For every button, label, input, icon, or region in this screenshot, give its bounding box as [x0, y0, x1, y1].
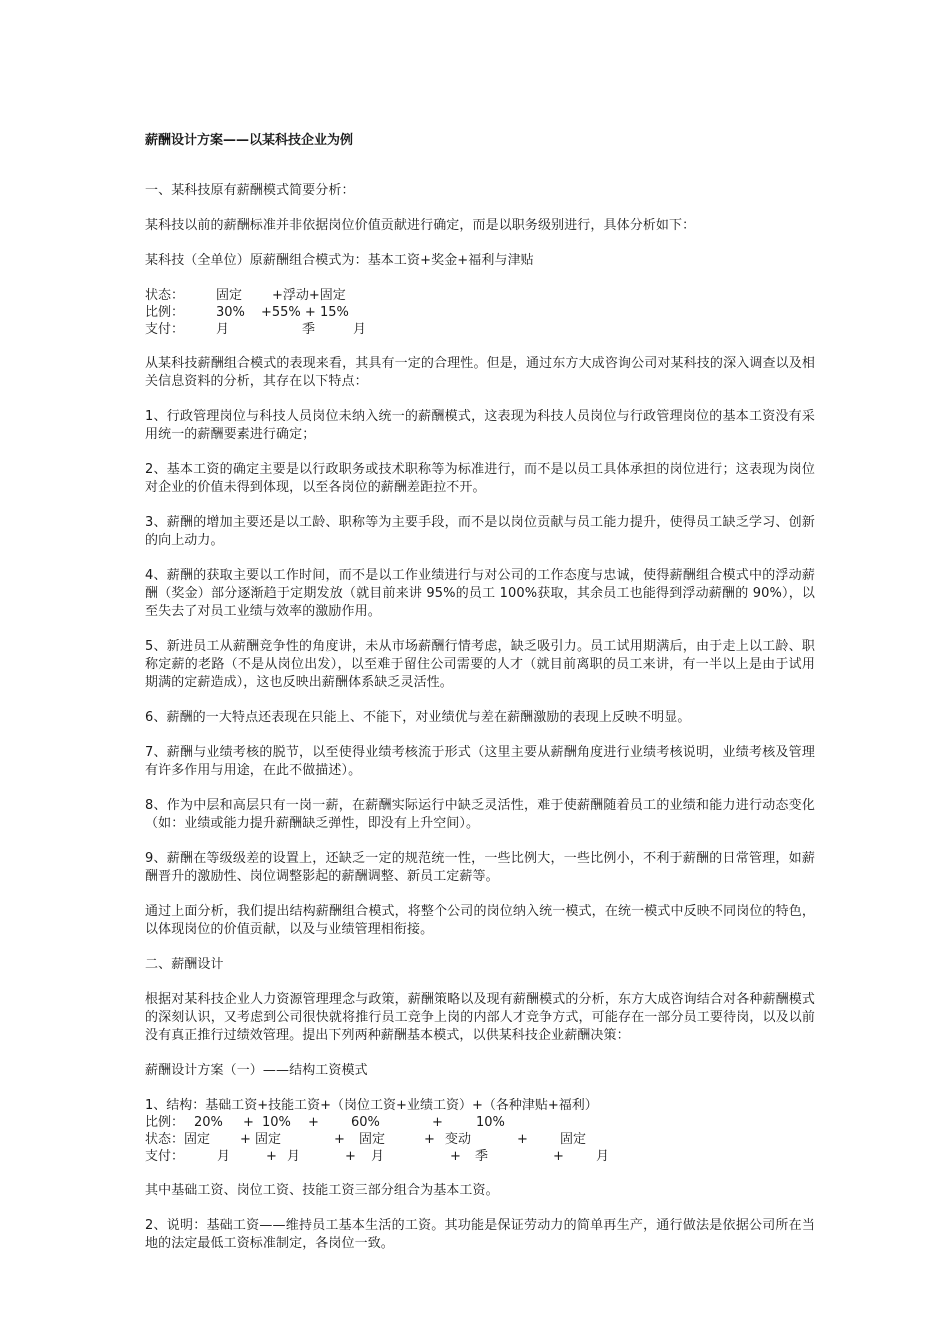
point-item: 1、行政管理岗位与科技人员岗位未纳入统一的薪酬模式，这表现为科技人员岗位与行政管理岗位的基本工资没有采用统一的薪酬要素进行确定； — [145, 409, 815, 442]
original-pay-table — [145, 287, 815, 338]
table-row-ratio — [145, 304, 815, 321]
table-cell: 30% — [216, 305, 245, 320]
section2-heading: 二、薪酬设计 — [145, 957, 224, 972]
row-label: 支付： — [145, 322, 185, 337]
document-title: 薪酬设计方案——以某科技企业为例 — [145, 133, 354, 148]
structure-line — [145, 1097, 815, 1114]
table-cell: 月 — [217, 1149, 231, 1164]
table-cell: 月 — [596, 1149, 610, 1164]
table-cell: 10% — [262, 1115, 291, 1130]
table-cell: + — [345, 1149, 356, 1164]
model-paragraph: 某科技（全单位）原薪酬组合模式为：基本工资+奖金+福利与津贴 — [145, 253, 534, 268]
table-cell: + — [243, 1115, 254, 1130]
table-row-payment — [145, 321, 815, 338]
table-cell: + — [424, 1132, 435, 1147]
table-cell: +浮动+固定 — [272, 288, 346, 303]
structure-formula: 1、结构：基础工资+技能工资+（岗位工资+业绩工资）+（各种津贴+福利） — [145, 1098, 598, 1113]
table-cell: + — [266, 1149, 277, 1164]
table-row-status — [145, 287, 815, 304]
table-cell: 季 — [475, 1149, 489, 1164]
table-cell: 10% — [476, 1115, 505, 1130]
row-label: 状态： — [145, 288, 185, 303]
design-paragraph: 根据对某科技企业人力资源管理理念与政策，薪酬策略以及现有薪酬模式的分析，东方大成咨询结合对各种薪酬模式的深刻认识，又考虑到公司很快就将推行员工竞争上岗的内部人才竞争方式，可能存在一部分员工要待岗，以及以前没有真正推行过绩效管理。提出下列两种薪酬基本模式，以供某科技企业薪酬决策： — [145, 992, 815, 1043]
table-cell: 60% — [351, 1115, 380, 1130]
table-cell: 月 — [353, 322, 367, 337]
table-cell: 月 — [371, 1149, 385, 1164]
table-cell: 20% — [194, 1115, 223, 1130]
conclusion-paragraph: 通过上面分析，我们提出结构薪酬组合模式，将整个公司的岗位纳入统一模式，在统一模式中反映不同岗位的特色，以体现岗位的价值贡献，以及与业绩管理相衔接。 — [145, 904, 815, 937]
table-cell: 季 — [302, 322, 316, 337]
document-page — [145, 132, 815, 1270]
row-label: 比例： — [145, 305, 185, 320]
table-cell: 固定 — [255, 1132, 282, 1147]
table-cell: + — [334, 1132, 345, 1147]
table-cell: 月 — [216, 322, 230, 337]
basic-wage-paragraph: 其中基础工资、岗位工资、技能工资三部分组合为基本工资。 — [145, 1183, 499, 1198]
table-cell: 变动 — [445, 1132, 472, 1147]
table-cell: + — [553, 1149, 564, 1164]
point-item: 9、薪酬在等级级差的设置上，还缺乏一定的规范统一性，一些比例大，一些比例小，不利于薪酬的日常管理，如薪酬晋升的激励性、岗位调整影起的薪酬调整、新员工定薪等。 — [145, 851, 815, 884]
point-item: 7、薪酬与业绩考核的脱节，以至使得业绩考核流于形式（这里主要从薪酬角度进行业绩考核说明，业绩考核及管理有许多作用与用途，在此不做描述）。 — [145, 745, 815, 778]
table-cell: 固定 — [216, 288, 243, 303]
point-item: 5、新进员工从薪酬竞争性的角度讲，未从市场薪酬行情考虑，缺乏吸引力。员工试用期满后，由于走上以工龄、职称定薪的老路（不是从岗位出发），以至难于留住公司需要的人才（就目前离职的员工来讲，有一半以上是由于试用期满的定薪造成），这也反映出薪酬体系缺乏灵活性。 — [145, 639, 815, 690]
table-row-status — [145, 1131, 815, 1148]
point-item: 6、薪酬的一大特点还表现在只能上、不能下，对业绩优与差在薪酬激励的表现上反映不明显。 — [145, 710, 691, 725]
row-label: 比例： — [145, 1115, 185, 1130]
table-cell: + — [240, 1132, 251, 1147]
explanation-paragraph: 2、说明：基础工资——维持员工基本生活的工资。其功能是保证劳动力的简单再生产，通行做法是依据公司所在当地的法定最低工资标准制定，各岗位一致。 — [145, 1218, 815, 1251]
table-cell: + — [308, 1115, 319, 1130]
point-item: 8、作为中层和高层只有一岗一薪，在薪酬实际运行中缺乏灵活性，难于使薪酬随着员工的业绩和能力进行动态变化（如：业绩或能力提升薪酬缺乏弹性，即没有上升空间）。 — [145, 798, 815, 831]
table-cell: 固定 — [560, 1132, 587, 1147]
row-label: 状态：固定 — [145, 1132, 211, 1147]
table-cell: + — [517, 1132, 528, 1147]
structure-pay-table — [145, 1097, 815, 1165]
table-cell: + — [450, 1149, 461, 1164]
row-label: 支付： — [145, 1149, 185, 1164]
table-cell: 固定 — [359, 1132, 386, 1147]
section1-heading: 一、某科技原有薪酬模式简要分析： — [145, 183, 355, 198]
table-row-ratio — [145, 1114, 815, 1131]
intro-paragraph: 某科技以前的薪酬标准并非依据岗位价值贡献进行确定，而是以职务级别进行，具体分析如下： — [145, 218, 696, 233]
table-row-payment — [145, 1148, 815, 1165]
analysis-paragraph: 从某科技薪酬组合模式的表现来看，其具有一定的合理性。但是，通过东方大成咨询公司对某科技的深入调查以及相关信息资料的分析，其存在以下特点： — [145, 356, 815, 389]
point-item: 3、薪酬的增加主要还是以工龄、职称等为主要手段，而不是以岗位贡献与员工能力提升，使得员工缺乏学习、创新的向上动力。 — [145, 515, 815, 548]
plan1-heading: 薪酬设计方案（一）——结构工资模式 — [145, 1063, 368, 1078]
table-cell: + — [432, 1115, 443, 1130]
point-item: 2、基本工资的确定主要是以行政职务或技术职称等为标准进行，而不是以员工具体承担的岗位进行；这表现为岗位对企业的价值未得到体现，以至各岗位的薪酬差距拉不开。 — [145, 462, 815, 495]
table-cell: 月 — [287, 1149, 301, 1164]
table-cell: +55% + 15% — [261, 305, 349, 320]
point-item: 4、薪酬的获取主要以工作时间，而不是以工作业绩进行与对公司的工作态度与忠诚，使得薪酬组合模式中的浮动薪酬（奖金）部分逐渐趋于定期发放（就目前来讲 95%的员工 100%获取，其余员工也能得到浮动薪酬的 90%），以至失去了对员工业绩与效率的激励作用。 — [145, 568, 815, 619]
